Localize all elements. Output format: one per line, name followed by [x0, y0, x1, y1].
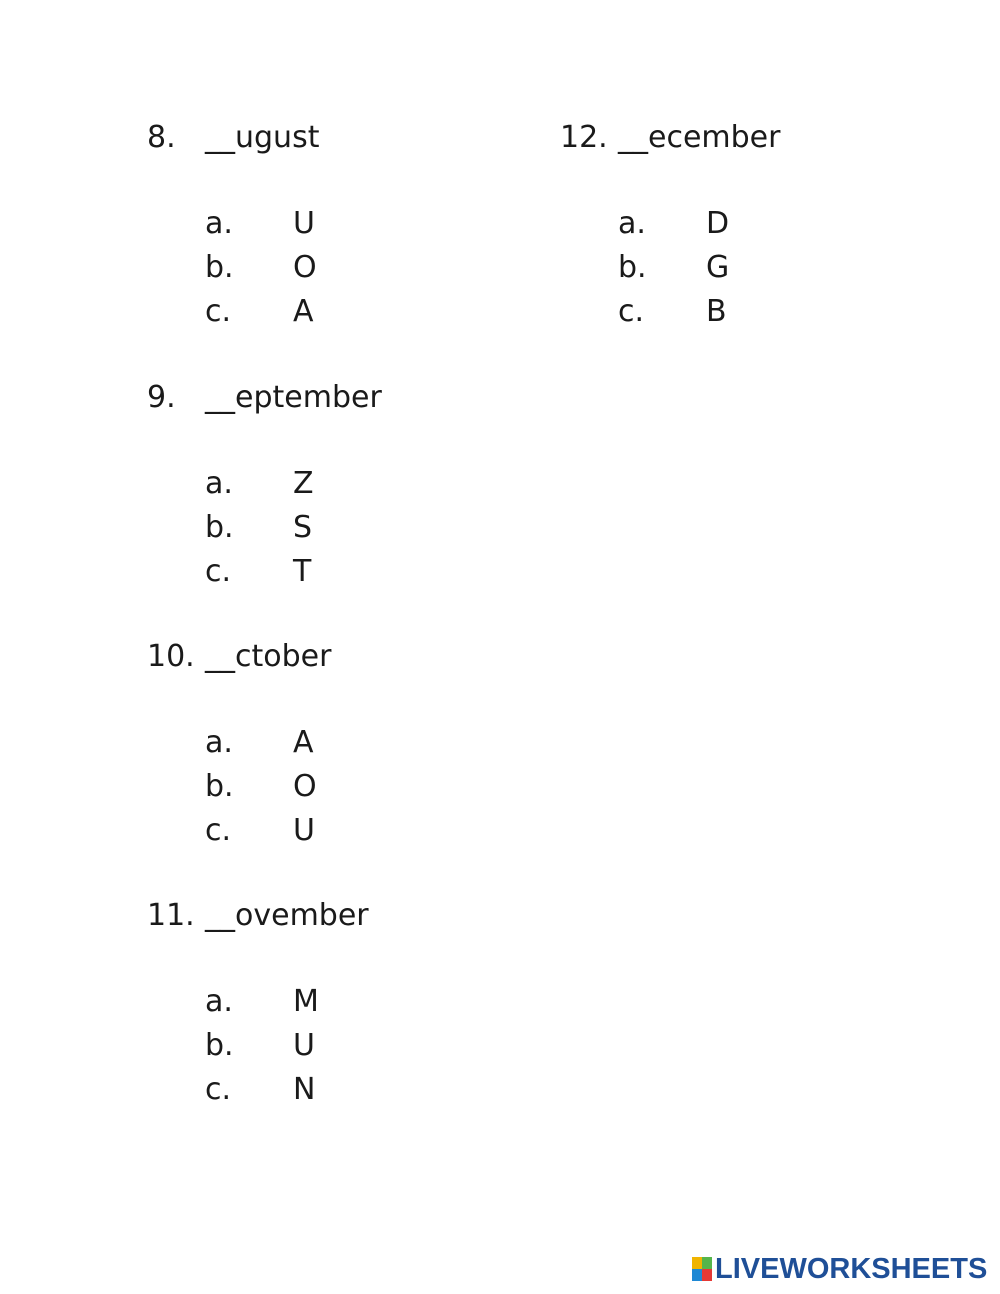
question-header: [147, 896, 547, 936]
option-letter: a.: [205, 725, 233, 760]
option-letter: a.: [205, 466, 233, 501]
option-b[interactable]: [147, 1026, 547, 1070]
option-a[interactable]: [147, 204, 547, 248]
option-value: O: [293, 250, 317, 285]
liveworksheets-logo-icon: [692, 1257, 712, 1281]
question-number: 10.: [147, 639, 195, 674]
option-letter: c.: [205, 554, 232, 589]
option-letter: c.: [205, 813, 232, 848]
option-list: [147, 982, 547, 1114]
option-letter: a.: [618, 206, 646, 241]
question-prompt: __ovember: [205, 898, 369, 933]
question-header: [147, 637, 547, 677]
option-b[interactable]: [147, 508, 547, 552]
question-number: 12.: [560, 120, 608, 155]
option-letter: c.: [205, 294, 232, 329]
option-c[interactable]: [560, 292, 960, 336]
option-value: U: [293, 206, 315, 241]
option-value: U: [293, 813, 315, 848]
liveworksheets-brand[interactable]: [692, 1254, 987, 1284]
option-a[interactable]: [147, 723, 547, 767]
question-header: [147, 378, 547, 418]
option-c[interactable]: [147, 811, 547, 855]
question-number: 8.: [147, 120, 176, 155]
option-b[interactable]: [560, 248, 960, 292]
question-11: [147, 896, 547, 1114]
option-b[interactable]: [147, 248, 547, 292]
option-c[interactable]: [147, 552, 547, 596]
option-b[interactable]: [147, 767, 547, 811]
option-value: M: [293, 984, 319, 1019]
option-list: [560, 204, 960, 336]
question-12: [560, 118, 960, 336]
question-8: [147, 118, 547, 336]
option-value: A: [293, 725, 314, 760]
question-prompt: __ugust: [205, 120, 320, 155]
question-prompt: __ecember: [618, 120, 781, 155]
question-prompt: __ctober: [205, 639, 332, 674]
option-value: B: [706, 294, 727, 329]
question-number: 11.: [147, 898, 195, 933]
option-value: O: [293, 769, 317, 804]
option-value: D: [706, 206, 730, 241]
question-header: [560, 118, 960, 158]
question-9: [147, 378, 547, 596]
option-value: A: [293, 294, 314, 329]
option-letter: b.: [205, 769, 234, 804]
brand-name: LIVEWORKSHEETS: [715, 1252, 988, 1285]
option-letter: b.: [205, 250, 234, 285]
option-letter: b.: [618, 250, 647, 285]
option-c[interactable]: [147, 1070, 547, 1114]
option-a[interactable]: [147, 464, 547, 508]
option-list: [147, 723, 547, 855]
question-number: 9.: [147, 380, 176, 415]
question-prompt: __eptember: [205, 380, 382, 415]
question-10: [147, 637, 547, 855]
option-letter: c.: [205, 1072, 232, 1107]
option-value: U: [293, 1028, 315, 1063]
option-value: Z: [293, 466, 314, 501]
option-value: T: [293, 554, 312, 589]
option-letter: c.: [618, 294, 645, 329]
option-letter: a.: [205, 984, 233, 1019]
option-letter: b.: [205, 510, 234, 545]
question-header: [147, 118, 547, 158]
option-list: [147, 464, 547, 596]
option-a[interactable]: [147, 982, 547, 1026]
option-letter: a.: [205, 206, 233, 241]
option-list: [147, 204, 547, 336]
option-value: N: [293, 1072, 316, 1107]
option-value: S: [293, 510, 313, 545]
option-c[interactable]: [147, 292, 547, 336]
option-a[interactable]: [560, 204, 960, 248]
option-value: G: [706, 250, 730, 285]
option-letter: b.: [205, 1028, 234, 1063]
